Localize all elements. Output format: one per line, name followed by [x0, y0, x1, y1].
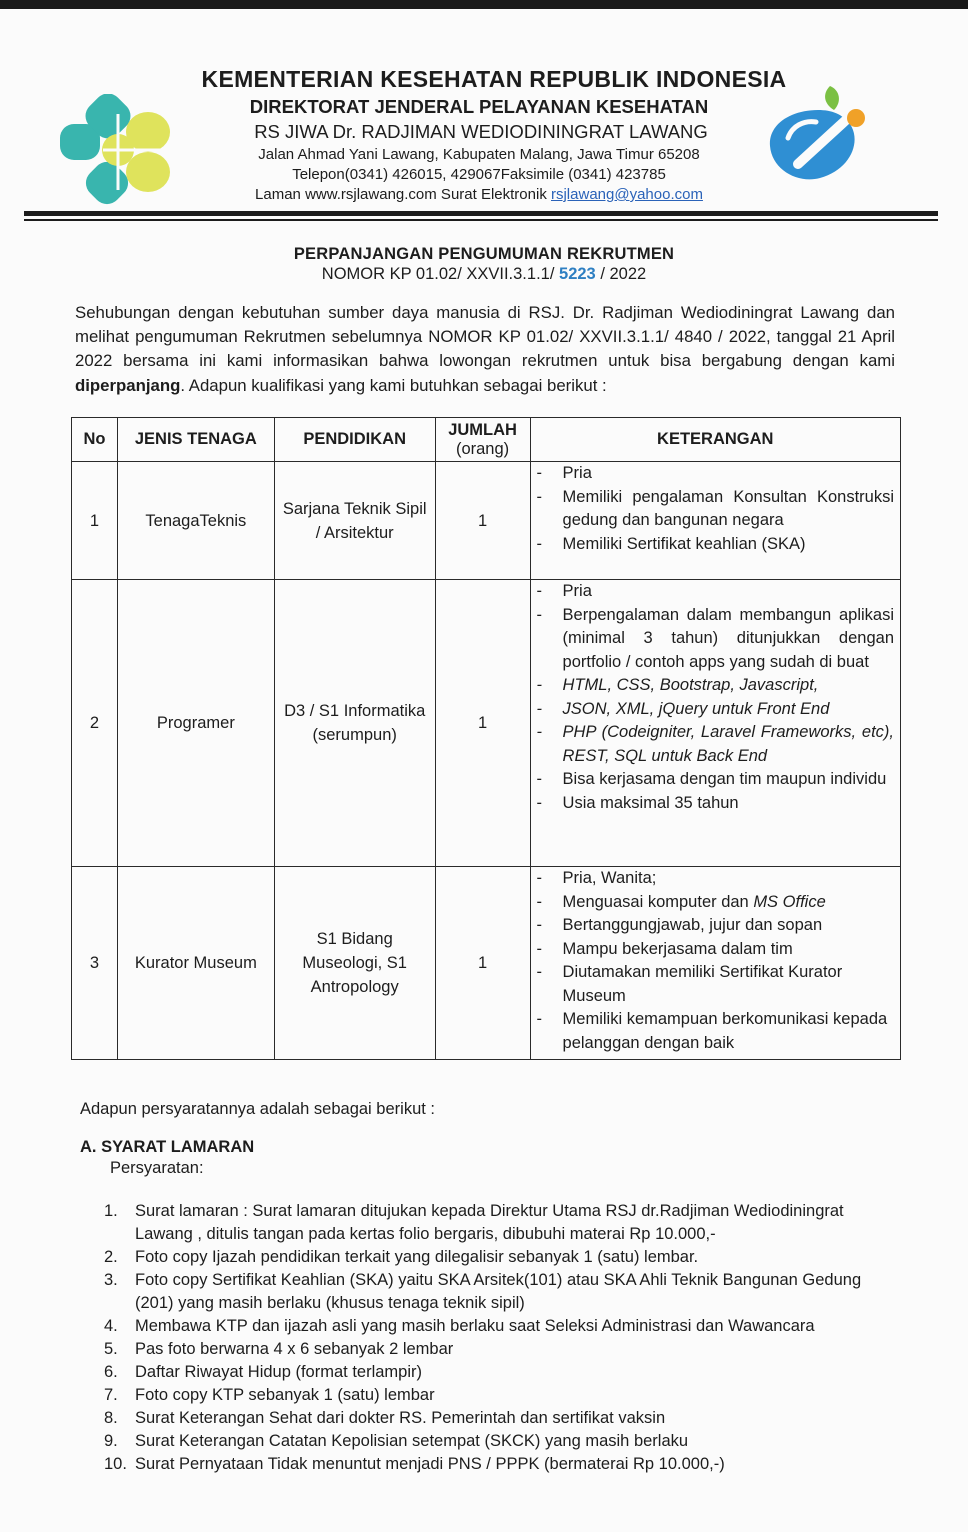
list-item [104, 1338, 904, 1361]
list-item [104, 1407, 904, 1430]
keterangan-text: Menguasai komputer dan [562, 892, 754, 911]
keterangan-item: - Usia maksimal 35 tahun [535, 792, 894, 816]
list-item-number: 4. [104, 1317, 118, 1335]
row-no: 1 [72, 462, 118, 580]
section-a-subtitle: Persyaratan: [110, 1159, 204, 1177]
list-item [104, 1361, 904, 1384]
keterangan-item: - JSON, XML, jQuery untuk Front End [535, 698, 894, 722]
list-item [104, 1269, 904, 1315]
row-jumlah: 1 [435, 462, 530, 580]
keterangan-item: - Memiliki kemampuan berkomunikasi kepada pelanggan dengan baik [535, 1008, 894, 1055]
header-jumlah [435, 418, 530, 462]
row-jumlah: 1 [435, 580, 530, 867]
document-number [0, 265, 968, 284]
row-pendidikan: S1 Bidang Museologi, S1 Antropology [274, 867, 435, 1060]
keterangan-item [535, 891, 894, 915]
keterangan-item: - PHP (Codeigniter, Laravel Frameworks, etc), REST, SQL untuk Back End [535, 721, 894, 768]
list-item [104, 1246, 904, 1269]
requirements-intro: Adapun persyaratannya adalah sebagai berikut : [80, 1100, 435, 1118]
table-header-row [72, 418, 901, 462]
row-jenis: Kurator Museum [117, 867, 274, 1060]
list-item-number: 8. [104, 1409, 118, 1427]
list-item-text: Membawa KTP dan ijazah asli yang masih berlaku saat Seleksi Administrasi dan Wawancara [135, 1317, 815, 1335]
document-number-highlight: 5223 [559, 265, 596, 283]
row-jenis: Programer [117, 580, 274, 867]
keterangan-item: - Berpengalaman dalam membangun aplikasi (minimal 3 tahun) ditunjukkan dengan portfolio / contoh apps yang sudah di buat [535, 604, 894, 675]
row-jenis: TenagaTeknis [117, 462, 274, 580]
header-jumlah-label: JUMLAH [448, 420, 517, 439]
table-row [72, 580, 901, 867]
keterangan-item: - Pria [535, 580, 894, 604]
keterangan-item: - Diutamakan memiliki Sertifikat Kurator Museum [535, 961, 894, 1008]
list-item-text: Foto copy Sertifikat Keahlian (SKA) yaitu SKA Arsitek(101) atau SKA Ahli Teknik Bangunan Gedung (201) yang masih berlaku (khusus tenaga teknik sipil) [135, 1271, 862, 1312]
list-item-text: Foto copy KTP sebanyak 1 (satu) lembar [135, 1386, 435, 1404]
keterangan-item: - Bisa kerjasama dengan tim maupun individu [535, 768, 894, 792]
letterhead-directorate: DIREKTORAT JENDERAL PELAYANAN KESEHATAN [249, 96, 709, 117]
header-no: No [72, 418, 118, 462]
row-no: 2 [72, 580, 118, 867]
intro-text-before: Sehubungan dengan kebutuhan sumber daya manusia di RSJ. Dr. Radjiman Wediodiningrat Lawang dan melihat pengumuman Rekrutmen sebelumnya NOMOR KP 01.02/ XXVII.3.1.1/ 4840 / 2022, tanggal 21 April 2022 bersama ini kami informasikan bahwa lowongan rekrutmen untuk bisa bergabung dengan kami [75, 303, 895, 371]
letterhead-rule-thin [24, 219, 938, 221]
list-item-text: Pas foto berwarna 4 x 6 sebanyak 2 lembar [135, 1340, 454, 1358]
header-jumlah-sub: (orang) [455, 439, 510, 458]
list-item-text: Surat Pernyataan Tidak menuntut menjadi PNS / PPPK (bermaterai Rp 10.000,-) [135, 1455, 725, 1473]
list-item-text: Surat Keterangan Catatan Kepolisian setempat (SKCK) yang masih berlaku [135, 1432, 689, 1450]
document-number-prefix: NOMOR KP 01.02/ XXVII.3.1.1/ [321, 265, 560, 283]
scan-top-border [0, 0, 968, 9]
list-item [104, 1453, 904, 1476]
list-item [104, 1315, 904, 1338]
keterangan-item: - Memiliki Sertifikat keahlian (SKA) [535, 533, 894, 557]
letterhead-hospital: RS JIWA Dr. RADJIMAN WEDIODININGRAT LAWANG [254, 121, 708, 142]
list-item-number: 5. [104, 1340, 118, 1358]
keterangan-item: - Memiliki pengalaman Konsultan Konstruksi gedung dan bangunan negara [535, 486, 894, 533]
header-keterangan: KETERANGAN [530, 418, 900, 462]
list-item-text: Surat lamaran : Surat lamaran ditujukan kepada Direktur Utama RSJ dr.Radjiman Wediodiningrat Lawang , ditulis tangan pada kertas folio bergaris, dibubuhi materai Rp 10.000,- [135, 1202, 844, 1243]
list-item [104, 1430, 904, 1453]
letterhead-email-link[interactable]: rsjlawang@yahoo.com [550, 186, 703, 203]
letterhead-web [0, 186, 963, 203]
header-pendidikan: PENDIDIKAN [274, 418, 435, 462]
list-item-number: 3. [104, 1271, 118, 1289]
table-row [72, 867, 901, 1060]
document-title: PERPANJANGAN PENGUMUMAN REKRUTMEN [293, 245, 675, 263]
letterhead-phone: Telepon(0341) 426015, 429067Faksimile (0341) 423785 [292, 166, 666, 183]
keterangan-item: - Pria, Wanita; [535, 867, 894, 891]
row-pendidikan: Sarjana Teknik Sipil / Arsitektur [274, 462, 435, 580]
list-item-number: 6. [104, 1363, 118, 1381]
list-item-text: Foto copy Ijazah pendidikan terkait yang dilegalisir sebanyak 1 (satu) lembar. [135, 1248, 699, 1266]
keterangan-italic: MS Office [753, 892, 826, 911]
row-jumlah: 1 [435, 867, 530, 1060]
list-item-number: 7. [104, 1386, 118, 1404]
section-a-title: A. SYARAT LAMARAN [80, 1138, 255, 1156]
keterangan-item: - Pria [535, 462, 894, 486]
list-item [104, 1200, 904, 1246]
row-keterangan [530, 462, 900, 580]
intro-bold: diperpanjang [75, 375, 181, 395]
letterhead-web-label: Laman www.rsjlawang.com Surat Elektronik [255, 186, 551, 203]
document-number-suffix: / 2022 [595, 265, 647, 283]
row-no: 3 [72, 867, 118, 1060]
row-keterangan [530, 580, 900, 867]
keterangan-item: - HTML, CSS, Bootstrap, Javascript, [535, 674, 894, 698]
letterhead-address: Jalan Ahmad Yani Lawang, Kabupaten Malang, Jawa Timur 65208 [258, 146, 700, 163]
letterhead-rule-thick [24, 211, 938, 216]
keterangan-item: - Mampu bekerjasama dalam tim [535, 938, 894, 962]
letterhead-ministry: KEMENTERIAN KESEHATAN REPUBLIK INDONESIA [201, 66, 787, 92]
list-item-text: Daftar Riwayat Hidup (format terlampir) [135, 1363, 422, 1381]
list-item-number: 2. [104, 1248, 118, 1266]
table-row [72, 462, 901, 580]
requirements-list [104, 1200, 904, 1476]
list-item [104, 1384, 904, 1407]
list-item-number: 1. [104, 1202, 118, 1220]
list-item-text: Surat Keterangan Sehat dari dokter RS. Pemerintah dan sertifikat vaksin [135, 1409, 666, 1427]
keterangan-item: - Bertanggungjawab, jujur dan sopan [535, 914, 894, 938]
intro-text-after: . Adapun kualifikasi yang kami butuhkan sebagai berikut : [180, 375, 607, 395]
recruitment-table [71, 417, 901, 1060]
header-jenis: JENIS TENAGA [117, 418, 274, 462]
row-pendidikan: D3 / S1 Informatika (serumpun) [274, 580, 435, 867]
intro-paragraph [75, 301, 895, 398]
row-keterangan [530, 867, 900, 1060]
list-item-number: 10. [104, 1455, 127, 1473]
list-item-number: 9. [104, 1432, 118, 1450]
